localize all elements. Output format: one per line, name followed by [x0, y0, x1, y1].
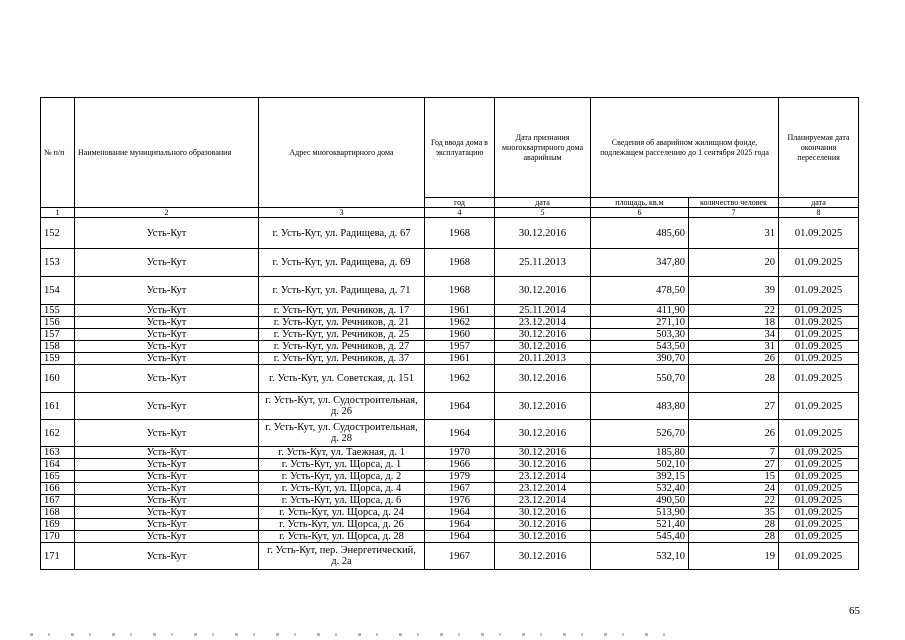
- table-row: [41, 447, 859, 459]
- planned-date-cell: 01.09.2025: [779, 329, 859, 341]
- table-row: [41, 483, 859, 495]
- year-cell: 1962: [425, 365, 495, 393]
- header-housing-info: Сведения об аварийном жилищном фонде, подлежащем расселению до 1 сентября 2025 года: [591, 98, 779, 198]
- emergency-date-cell: 20.11.2013: [495, 353, 591, 365]
- area-cell: 521,40: [591, 519, 689, 531]
- address-cell: г. Усть-Кут, ул. Таежная, д. 1: [259, 447, 425, 459]
- column-number: 5: [495, 208, 591, 218]
- row-number: 168: [41, 507, 75, 519]
- emergency-date-cell: 30.12.2016: [495, 277, 591, 305]
- planned-date-cell: 01.09.2025: [779, 218, 859, 249]
- area-cell: 513,90: [591, 507, 689, 519]
- municipality-cell: Усть-Кут: [75, 483, 259, 495]
- planned-date-cell: 01.09.2025: [779, 483, 859, 495]
- people-count-cell: 18: [689, 317, 779, 329]
- planned-date-cell: 01.09.2025: [779, 277, 859, 305]
- planned-date-cell: 01.09.2025: [779, 519, 859, 531]
- row-number: 167: [41, 495, 75, 507]
- address-cell: г. Усть-Кут, ул. Щорса, д. 2: [259, 471, 425, 483]
- area-cell: 550,70: [591, 365, 689, 393]
- column-number: 4: [425, 208, 495, 218]
- emergency-date-cell: 30.12.2016: [495, 531, 591, 543]
- area-cell: 390,70: [591, 353, 689, 365]
- address-cell: г. Усть-Кут, ул. Речников, д. 37: [259, 353, 425, 365]
- year-cell: 1966: [425, 459, 495, 471]
- column-number: 8: [779, 208, 859, 218]
- year-cell: 1960: [425, 329, 495, 341]
- column-number-row: [41, 208, 859, 218]
- planned-date-cell: 01.09.2025: [779, 305, 859, 317]
- planned-date-cell: 01.09.2025: [779, 459, 859, 471]
- municipality-cell: Усть-Кут: [75, 471, 259, 483]
- table-row: [41, 543, 859, 570]
- people-count-cell: 27: [689, 459, 779, 471]
- area-cell: 185,80: [591, 447, 689, 459]
- row-number: 160: [41, 365, 75, 393]
- year-cell: 1961: [425, 353, 495, 365]
- municipality-cell: Усть-Кут: [75, 495, 259, 507]
- table-row: [41, 459, 859, 471]
- planned-date-cell: 01.09.2025: [779, 393, 859, 420]
- people-count-cell: 26: [689, 353, 779, 365]
- emergency-date-cell: 23.12.2014: [495, 317, 591, 329]
- table-row: [41, 353, 859, 365]
- table-row: [41, 341, 859, 353]
- planned-date-cell: 01.09.2025: [779, 495, 859, 507]
- address-cell: г. Усть-Кут, ул. Судостроительная, д. 26: [259, 393, 425, 420]
- year-cell: 1970: [425, 447, 495, 459]
- emergency-date-cell: 30.12.2016: [495, 543, 591, 570]
- emergency-date-cell: 23.12.2014: [495, 483, 591, 495]
- municipality-cell: Усть-Кут: [75, 218, 259, 249]
- row-number: 166: [41, 483, 75, 495]
- emergency-date-cell: 30.12.2016: [495, 459, 591, 471]
- header-date: Дата признания многоквартирного дома аварийным: [495, 98, 591, 198]
- municipality-cell: Усть-Кут: [75, 420, 259, 447]
- emergency-date-cell: 30.12.2016: [495, 447, 591, 459]
- people-count-cell: 34: [689, 329, 779, 341]
- row-number: 158: [41, 341, 75, 353]
- column-number: 1: [41, 208, 75, 218]
- year-cell: 1967: [425, 483, 495, 495]
- municipality-cell: Усть-Кут: [75, 305, 259, 317]
- emergency-date-cell: 30.12.2016: [495, 218, 591, 249]
- area-cell: 392,15: [591, 471, 689, 483]
- year-cell: 1964: [425, 507, 495, 519]
- municipality-cell: Усть-Кут: [75, 459, 259, 471]
- area-cell: 411,90: [591, 305, 689, 317]
- address-cell: г. Усть-Кут, ул. Радищева, д. 71: [259, 277, 425, 305]
- municipality-cell: Усть-Кут: [75, 519, 259, 531]
- column-number: 3: [259, 208, 425, 218]
- table-row: [41, 495, 859, 507]
- year-cell: 1964: [425, 519, 495, 531]
- municipality-cell: Усть-Кут: [75, 447, 259, 459]
- area-cell: 543,50: [591, 341, 689, 353]
- address-cell: г. Усть-Кут, пер. Энергетический, д. 2а: [259, 543, 425, 570]
- row-number: 154: [41, 277, 75, 305]
- table-row: [41, 393, 859, 420]
- resettlement-table: [40, 97, 859, 570]
- address-cell: г. Усть-Кут, ул. Щорса, д. 4: [259, 483, 425, 495]
- emergency-date-cell: 30.12.2016: [495, 329, 591, 341]
- emergency-date-cell: 25.11.2013: [495, 249, 591, 277]
- address-cell: г. Усть-Кут, ул. Речников, д. 17: [259, 305, 425, 317]
- people-count-cell: 27: [689, 393, 779, 420]
- municipality-cell: Усть-Кут: [75, 543, 259, 570]
- row-number: 155: [41, 305, 75, 317]
- row-number: 156: [41, 317, 75, 329]
- address-cell: г. Усть-Кут, ул. Щорса, д. 28: [259, 531, 425, 543]
- year-cell: 1957: [425, 341, 495, 353]
- people-count-cell: 7: [689, 447, 779, 459]
- municipality-cell: Усть-Кут: [75, 393, 259, 420]
- subheader-area: площадь, кв.м: [591, 198, 689, 208]
- table-row: [41, 249, 859, 277]
- people-count-cell: 22: [689, 495, 779, 507]
- people-count-cell: 26: [689, 420, 779, 447]
- row-number: 153: [41, 249, 75, 277]
- emergency-date-cell: 30.12.2016: [495, 420, 591, 447]
- people-count-cell: 35: [689, 507, 779, 519]
- address-cell: г. Усть-Кут, ул. Щорса, д. 6: [259, 495, 425, 507]
- year-cell: 1968: [425, 277, 495, 305]
- planned-date-cell: 01.09.2025: [779, 531, 859, 543]
- people-count-cell: 28: [689, 365, 779, 393]
- municipality-cell: Усть-Кут: [75, 507, 259, 519]
- row-number: 165: [41, 471, 75, 483]
- area-cell: 347,80: [591, 249, 689, 277]
- area-cell: 502,10: [591, 459, 689, 471]
- page-number: 65: [849, 605, 860, 617]
- table-row: [41, 420, 859, 447]
- address-cell: г. Усть-Кут, ул. Щорса, д. 26: [259, 519, 425, 531]
- emergency-date-cell: 30.12.2016: [495, 507, 591, 519]
- subheader-plan: дата: [779, 198, 859, 208]
- emergency-date-cell: 30.12.2016: [495, 393, 591, 420]
- year-cell: 1964: [425, 531, 495, 543]
- address-cell: г. Усть-Кут, ул. Речников, д. 27: [259, 341, 425, 353]
- planned-date-cell: 01.09.2025: [779, 249, 859, 277]
- scan-edge-artifact: [30, 633, 670, 636]
- year-cell: 1964: [425, 420, 495, 447]
- area-cell: 478,50: [591, 277, 689, 305]
- table-row: [41, 317, 859, 329]
- planned-date-cell: 01.09.2025: [779, 420, 859, 447]
- people-count-cell: 28: [689, 531, 779, 543]
- people-count-cell: 31: [689, 218, 779, 249]
- year-cell: 1964: [425, 393, 495, 420]
- people-count-cell: 39: [689, 277, 779, 305]
- emergency-date-cell: 25.11.2014: [495, 305, 591, 317]
- year-cell: 1979: [425, 471, 495, 483]
- area-cell: 532,40: [591, 483, 689, 495]
- table-body: [41, 218, 859, 570]
- table-row: [41, 305, 859, 317]
- planned-date-cell: 01.09.2025: [779, 353, 859, 365]
- area-cell: 271,10: [591, 317, 689, 329]
- row-number: 152: [41, 218, 75, 249]
- table-row: [41, 507, 859, 519]
- municipality-cell: Усть-Кут: [75, 365, 259, 393]
- year-cell: 1967: [425, 543, 495, 570]
- planned-date-cell: 01.09.2025: [779, 317, 859, 329]
- area-cell: 526,70: [591, 420, 689, 447]
- planned-date-cell: 01.09.2025: [779, 341, 859, 353]
- planned-date-cell: 01.09.2025: [779, 447, 859, 459]
- address-cell: г. Усть-Кут, ул. Щорса, д. 24: [259, 507, 425, 519]
- municipality-cell: Усть-Кут: [75, 317, 259, 329]
- year-cell: 1968: [425, 218, 495, 249]
- planned-date-cell: 01.09.2025: [779, 365, 859, 393]
- area-cell: 483,80: [591, 393, 689, 420]
- municipality-cell: Усть-Кут: [75, 329, 259, 341]
- people-count-cell: 31: [689, 341, 779, 353]
- row-number: 164: [41, 459, 75, 471]
- emergency-date-cell: 30.12.2016: [495, 365, 591, 393]
- header-plan-date: Планируемая дата окончания переселения: [779, 98, 859, 198]
- area-cell: 490,50: [591, 495, 689, 507]
- column-number: 2: [75, 208, 259, 218]
- header-year: Год ввода дома в эксплуатацию: [425, 98, 495, 198]
- year-cell: 1976: [425, 495, 495, 507]
- address-cell: г. Усть-Кут, ул. Радищева, д. 67: [259, 218, 425, 249]
- emergency-date-cell: 23.12.2014: [495, 495, 591, 507]
- area-cell: 532,10: [591, 543, 689, 570]
- emergency-date-cell: 30.12.2016: [495, 519, 591, 531]
- people-count-cell: 15: [689, 471, 779, 483]
- area-cell: 545,40: [591, 531, 689, 543]
- table-row: [41, 519, 859, 531]
- table-row: [41, 329, 859, 341]
- table-row: [41, 531, 859, 543]
- row-number: 170: [41, 531, 75, 543]
- emergency-date-cell: 30.12.2016: [495, 341, 591, 353]
- table-row: [41, 277, 859, 305]
- table-row: [41, 365, 859, 393]
- column-number: 6: [591, 208, 689, 218]
- area-cell: 503,30: [591, 329, 689, 341]
- year-cell: 1962: [425, 317, 495, 329]
- address-cell: г. Усть-Кут, ул. Советская, д. 151: [259, 365, 425, 393]
- table-row: [41, 218, 859, 249]
- people-count-cell: 19: [689, 543, 779, 570]
- address-cell: г. Усть-Кут, ул. Радищева, д. 69: [259, 249, 425, 277]
- people-count-cell: 24: [689, 483, 779, 495]
- row-number: 171: [41, 543, 75, 570]
- address-cell: г. Усть-Кут, ул. Речников, д. 25: [259, 329, 425, 341]
- municipality-cell: Усть-Кут: [75, 341, 259, 353]
- table-row: [41, 471, 859, 483]
- people-count-cell: 20: [689, 249, 779, 277]
- column-number: 7: [689, 208, 779, 218]
- subheader-date: дата: [495, 198, 591, 208]
- address-cell: г. Усть-Кут, ул. Судостроительная, д. 28: [259, 420, 425, 447]
- people-count-cell: 22: [689, 305, 779, 317]
- table-header-row: [41, 98, 859, 198]
- municipality-cell: Усть-Кут: [75, 531, 259, 543]
- row-number: 157: [41, 329, 75, 341]
- row-number: 162: [41, 420, 75, 447]
- municipality-cell: Усть-Кут: [75, 353, 259, 365]
- planned-date-cell: 01.09.2025: [779, 507, 859, 519]
- row-number: 163: [41, 447, 75, 459]
- address-cell: г. Усть-Кут, ул. Речников, д. 21: [259, 317, 425, 329]
- people-count-cell: 28: [689, 519, 779, 531]
- address-cell: г. Усть-Кут, ул. Щорса, д. 1: [259, 459, 425, 471]
- planned-date-cell: 01.09.2025: [779, 471, 859, 483]
- municipality-cell: Усть-Кут: [75, 277, 259, 305]
- header-municipality: Наименование муниципального образования: [75, 98, 259, 208]
- municipality-cell: Усть-Кут: [75, 249, 259, 277]
- row-number: 169: [41, 519, 75, 531]
- row-number: 161: [41, 393, 75, 420]
- subheader-year: год: [425, 198, 495, 208]
- header-address: Адрес многоквартирного дома: [259, 98, 425, 208]
- header-number: № п/п: [41, 98, 75, 208]
- area-cell: 485,60: [591, 218, 689, 249]
- row-number: 159: [41, 353, 75, 365]
- emergency-date-cell: 23.12.2014: [495, 471, 591, 483]
- year-cell: 1961: [425, 305, 495, 317]
- subheader-people: количество человек: [689, 198, 779, 208]
- year-cell: 1968: [425, 249, 495, 277]
- planned-date-cell: 01.09.2025: [779, 543, 859, 570]
